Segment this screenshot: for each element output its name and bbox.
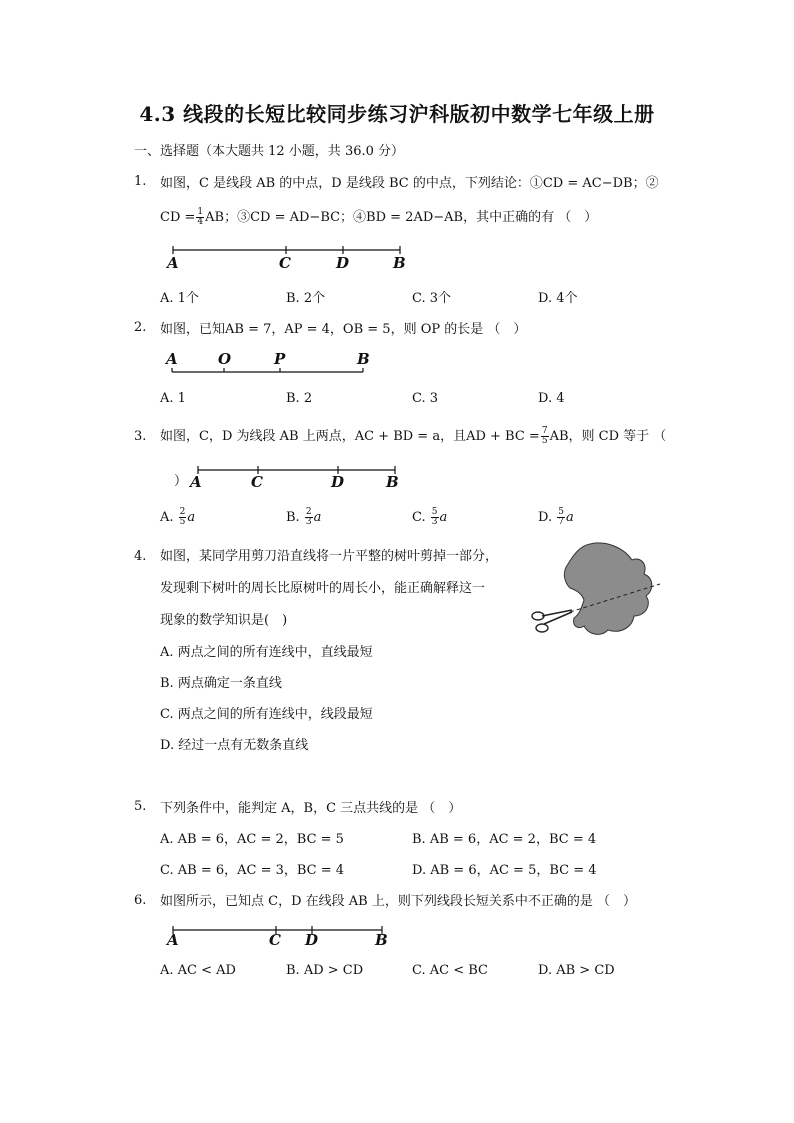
q4-option-a[interactable]: A. 两点之间的所有连线中，直线最短 xyxy=(160,645,373,660)
q1-segment-figure xyxy=(160,242,420,272)
q2-option-d[interactable]: D. 4 xyxy=(538,391,565,406)
q1-option-d[interactable]: D. 4个 xyxy=(538,291,578,306)
q2-option-b[interactable]: B. 2 xyxy=(286,391,313,406)
q2-option-c[interactable]: C. 3 xyxy=(412,391,439,406)
q2-stem: 如图，已知AB = 7，AP = 4，OB = 5，则 OP 的长是 （ ） xyxy=(160,322,527,337)
q1-point-a: A xyxy=(167,254,179,272)
q6-option-d[interactable]: D. AB > CD xyxy=(538,963,615,978)
q6-point-d: D xyxy=(305,931,319,949)
q3-option-b[interactable]: B. $\frac{2}{3}$ a xyxy=(286,507,322,527)
q3-point-b: B xyxy=(386,473,399,491)
q6-segment-figure xyxy=(160,924,400,954)
q5-option-d[interactable]: D. AB = 6，AC = 5，BC = 4 xyxy=(412,863,597,878)
q3-number: 3. xyxy=(134,429,147,444)
q1-option-a[interactable]: A. 1个 xyxy=(160,291,199,306)
q1-stem-line2: CD = $\frac{1}{4}$ AB；③CD = AD−BC；④BD = 2AD−AB，其中正确的有 （ ） xyxy=(160,207,598,227)
q1-number: 1. xyxy=(134,174,147,189)
scissors-icon xyxy=(532,610,572,632)
q6-point-c: C xyxy=(269,931,281,949)
q5-option-c[interactable]: C. AB = 6，AC = 3，BC = 4 xyxy=(160,863,345,878)
q5-number: 5. xyxy=(134,799,147,814)
q5-option-a[interactable]: A. AB = 6，AC = 2，BC = 5 xyxy=(160,832,344,847)
q4-stem-line1: 如图，某同学用剪刀沿直线将一片平整的树叶剪掉一部分， xyxy=(160,549,499,564)
q6-option-b[interactable]: B. AD > CD xyxy=(286,963,364,978)
q2-point-p: P xyxy=(274,350,286,368)
q4-option-c[interactable]: C. 两点之间的所有连线中，线段最短 xyxy=(160,707,373,722)
q1-point-d: D xyxy=(336,254,350,272)
page-title: 4.3 线段的长短比较同步练习沪科版初中数学七年级上册 xyxy=(139,102,655,126)
q6-point-b: B xyxy=(375,931,388,949)
leaf-shape xyxy=(564,543,651,634)
q1-stem-line1: 如图，C 是线段 AB 的中点，D 是线段 BC 的中点，下列结论：①CD = AC−DB；② xyxy=(160,176,659,191)
q4-number: 4. xyxy=(134,549,147,564)
q1-option-b[interactable]: B. 2个 xyxy=(286,291,326,306)
q3-option-d[interactable]: D. $\frac{5}{7}$ a xyxy=(538,507,574,527)
q1-point-c: C xyxy=(279,254,291,272)
q3-point-d: D xyxy=(331,473,345,491)
q3-fraction: $\frac{7}{5}$ xyxy=(541,426,548,446)
q5-stem: 下列条件中，能判定 A，B，C 三点共线的是 （ ） xyxy=(160,801,462,816)
q1-fraction: $\frac{1}{4}$ xyxy=(197,207,204,227)
q6-number: 6. xyxy=(134,893,147,908)
q2-point-o: O xyxy=(218,350,232,368)
q4-option-b[interactable]: B. 两点确定一条直线 xyxy=(160,676,282,691)
q2-option-a[interactable]: A. 1 xyxy=(160,391,186,406)
q3-option-c[interactable]: C. $\frac{5}{3}$ a xyxy=(412,507,448,527)
q4-stem-line2: 发现剩下树叶的周长比原树叶的周长小，能正确解释这一 xyxy=(160,581,486,596)
q3-point-a: A xyxy=(190,473,202,491)
q6-stem: 如图所示，已知点 C，D 在线段 AB 上，则下列线段长短关系中不正确的是 （ ） xyxy=(160,894,636,909)
q2-point-b: B xyxy=(357,350,370,368)
q3-option-a[interactable]: A. $\frac{2}{5}$ a xyxy=(160,507,196,527)
q3-stem-line2: ） xyxy=(174,474,188,489)
section-heading: 一、选择题（本大题共 12 小题，共 36.0 分） xyxy=(134,144,405,159)
q1-point-b: B xyxy=(393,254,406,272)
q5-option-b[interactable]: B. AB = 6，AC = 2，BC = 4 xyxy=(412,832,597,847)
q1-option-c[interactable]: C. 3个 xyxy=(412,291,452,306)
q4-stem-line3: 现象的数学知识是( ) xyxy=(160,613,288,628)
q2-point-a: A xyxy=(166,350,178,368)
q2-segment-figure xyxy=(160,348,380,378)
q6-option-c[interactable]: C. AC < BC xyxy=(412,963,488,978)
q3-point-c: C xyxy=(251,473,263,491)
q6-point-a: A xyxy=(167,931,179,949)
q3-stem-line1: 如图，C，D 为线段 AB 上两点，AC + BD = a，且AD + BC = $\frac{7}{5}$ AB，则 CD 等于 （ xyxy=(160,426,667,446)
q4-option-d[interactable]: D. 经过一点有无数条直线 xyxy=(160,738,309,753)
q2-number: 2. xyxy=(134,320,147,335)
q3-segment-figure xyxy=(186,462,406,492)
leaf-scissors-figure xyxy=(528,538,662,642)
q6-option-a[interactable]: A. AC < AD xyxy=(160,963,236,978)
